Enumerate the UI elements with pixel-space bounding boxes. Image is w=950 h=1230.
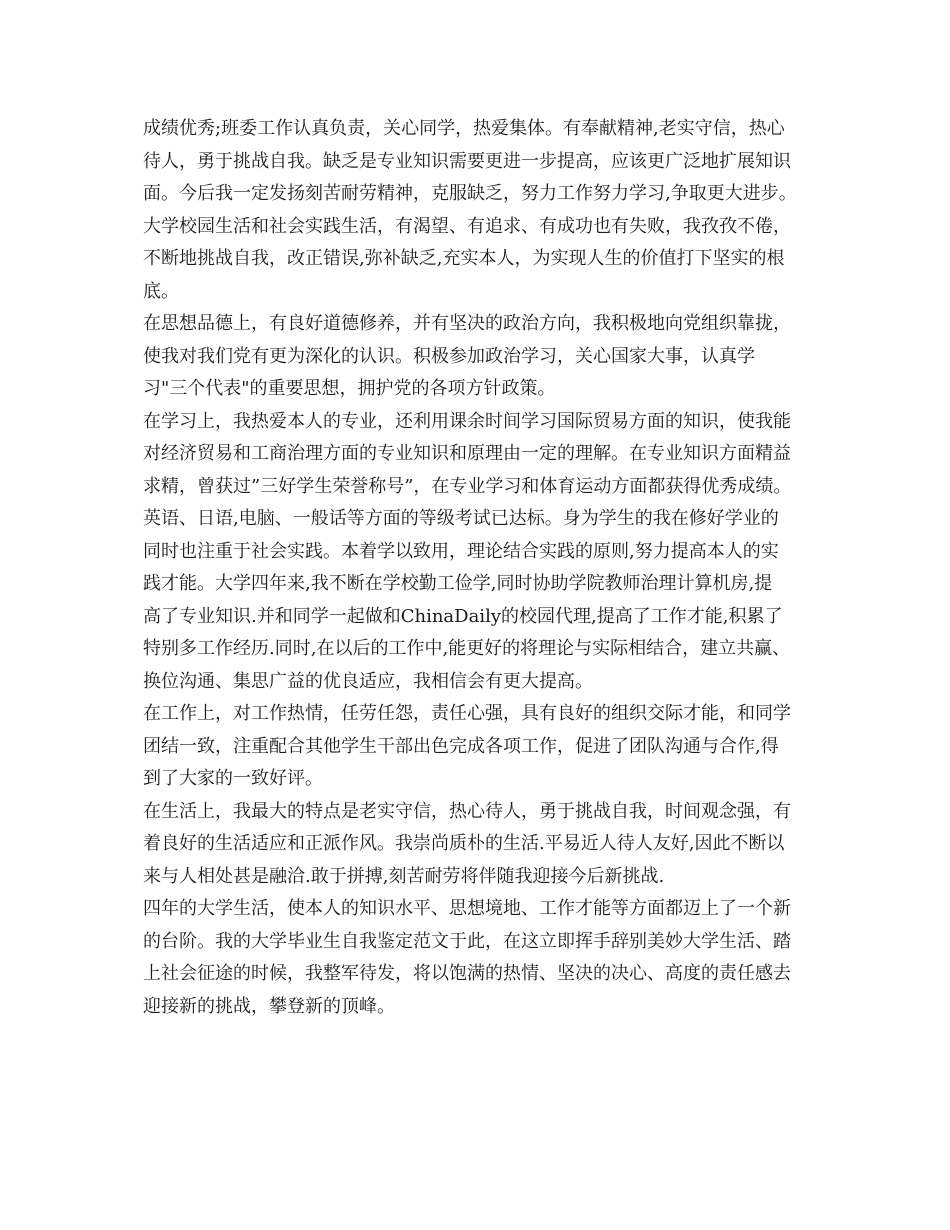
body-text	[143, 113, 843, 1023]
text-line: 上社会征途的时候，我整军待发，将以饱满的热情、坚决的决心、高度的责任感去	[143, 963, 791, 984]
text-line: 大学校园生活和社会实践生活，有渴望、有追求、有成功也有失败，我孜孜不倦，	[143, 215, 791, 237]
text-line: 在思想品德上，有良好道德修养，并有坚决的政治方向，我积极地向党组织靠拢，	[143, 313, 791, 334]
text-line: 成绩优秀;班委工作认真负责，关心同学，热爱集体。有奉献精神,老实守信，热心	[143, 118, 785, 139]
text-line: 换位沟通、集思广益的优良适应，我相信会有更大提高。	[143, 670, 593, 692]
text-line: 对经济贸易和工商治理方面的专业知识和原理由一定的理解。在专业知识方面精益	[143, 443, 791, 464]
text-line: 面。今后我一定发扬刻苦耐劳精神，克服缺乏，努力工作努力学习,争取更大进步。	[143, 183, 797, 204]
text-line: 的台阶。我的大学毕业生自我鉴定范文于此，在这立即挥手辞别美妙大学生活、踏	[143, 930, 791, 952]
text-line: 同时也注重于社会实践。本着学以致用，理论结合实践的原则,努力提高本人的实	[143, 540, 779, 562]
text-line: 英语、日语,电脑、一般话等方面的等级考试已达标。身为学生的我在修好学业的	[143, 508, 779, 529]
text-line: 践才能。大学四年来,我不断在学校勤工俭学,同时协助学院教师治理计算机房,提	[143, 573, 773, 594]
text-line: 求精，曾获过”三好学生荣誉称号”，在专业学习和体育运动方面都获得优秀成绩。	[143, 475, 792, 497]
text-line: 着良好的生活适应和正派作风。我崇尚质朴的生活.平易近人待人友好,因此不断以	[143, 833, 785, 854]
text-line: 底。	[143, 280, 179, 302]
text-line: 在生活上，我最大的特点是老实守信，热心待人，勇于挑战自我，时间观念强，有	[143, 800, 791, 822]
text-line: 团结一致，注重配合其他学生干部出色完成各项工作，促进了团队沟通与合作,得	[143, 735, 779, 757]
text-line: 特别多工作经历.同时,在以后的工作中,能更好的将理论与实际相结合，建立共赢、	[143, 638, 791, 659]
text-line: 习"三个代表"的重要思想，拥护党的各项方针政策。	[143, 378, 556, 399]
text-line: 四年的大学生活，使本人的知识水平、思想境地、工作才能等方面都迈上了一个新	[143, 898, 791, 919]
text-line: 高了专业知识.并和同学一起做和ChinaDaily的校园代理,提高了工作才能,积累了	[143, 605, 783, 627]
text-line: 使我对我们党有更为深化的认识。积极参加政治学习，关心国家大事，认真学	[143, 345, 755, 367]
text-line: 不断地挑战自我，改正错误,弥补缺乏,充实本人，为实现人生的价值打下坚实的根	[143, 248, 785, 269]
text-line: 在工作上，对工作热情，任劳任怨，责任心强，具有良好的组织交际才能，和同学	[143, 703, 791, 724]
text-line: 迎接新的挑战，攀登新的顶峰。	[143, 995, 395, 1017]
text-line: 到了大家的一致好评。	[143, 768, 323, 789]
text-line: 来与人相处甚是融洽.敢于拼搏,刻苦耐劳将伴随我迎接今后新挑战.	[143, 865, 665, 887]
text-line: 在学习上，我热爱本人的专业，还利用课余时间学习国际贸易方面的知识，使我能	[143, 410, 791, 432]
text-line: 待人，勇于挑战自我。缺乏是专业知识需要更进一步提高，应该更广泛地扩展知识	[143, 150, 791, 172]
